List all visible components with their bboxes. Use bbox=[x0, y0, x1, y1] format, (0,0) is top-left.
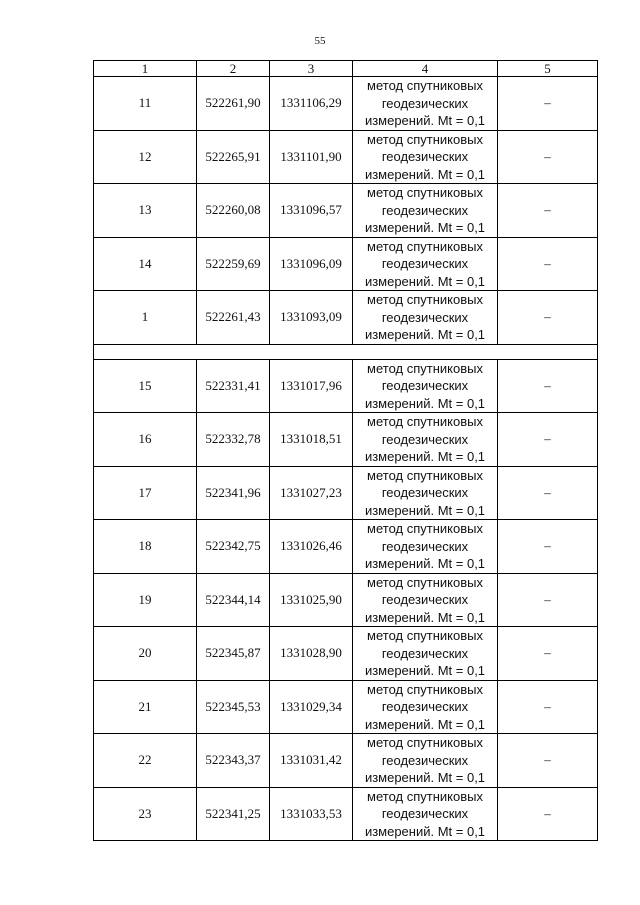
method-line: метод спутниковых bbox=[367, 292, 483, 307]
y-coordinate-cell: 1331033,53 bbox=[270, 787, 353, 841]
method-line: геодезических bbox=[381, 699, 469, 714]
method-line: геодезических bbox=[381, 256, 469, 271]
y-coordinate-cell: 1331029,34 bbox=[270, 680, 353, 734]
column-5-cell: – bbox=[498, 130, 598, 184]
point-number-cell: 15 bbox=[94, 359, 197, 413]
point-number-cell: 13 bbox=[94, 184, 197, 238]
method-line: измерений. Mt = 0,1 bbox=[364, 327, 486, 342]
method-cell bbox=[353, 573, 498, 627]
column-5-cell: – bbox=[498, 787, 598, 841]
y-coordinate-cell: 1331026,46 bbox=[270, 520, 353, 574]
point-number-cell: 21 bbox=[94, 680, 197, 734]
separator-cell bbox=[94, 344, 598, 359]
method-cell bbox=[353, 680, 498, 734]
method-line: измерений. Mt = 0,1 bbox=[364, 220, 486, 235]
method-line: метод спутниковых bbox=[367, 574, 483, 590]
table-row bbox=[94, 291, 598, 345]
method-line: геодезических bbox=[381, 752, 469, 768]
method-line: измерений. Mt = 0,1 bbox=[364, 449, 486, 464]
point-number-cell: 20 bbox=[94, 627, 197, 681]
method-line: метод спутниковых bbox=[367, 238, 483, 254]
x-coordinate-cell: 522343,37 bbox=[197, 734, 270, 788]
y-coordinate-cell: 1331093,09 bbox=[270, 291, 353, 345]
x-coordinate-cell: 522345,87 bbox=[197, 627, 270, 681]
method-cell bbox=[353, 466, 498, 520]
column-5-cell: – bbox=[498, 627, 598, 681]
method-line: геодезических bbox=[381, 592, 469, 607]
point-number-cell: 12 bbox=[94, 130, 197, 184]
separator-row bbox=[94, 344, 598, 359]
method-line: метод спутниковых bbox=[367, 360, 483, 376]
y-coordinate-cell: 1331018,51 bbox=[270, 413, 353, 467]
method-line: геодезических bbox=[381, 202, 469, 218]
method-cell bbox=[353, 734, 498, 788]
column-5-cell: – bbox=[498, 680, 598, 734]
x-coordinate-cell: 522344,14 bbox=[197, 573, 270, 627]
point-number-cell: 22 bbox=[94, 734, 197, 788]
y-coordinate-cell: 1331017,96 bbox=[270, 359, 353, 413]
point-number-cell: 1 bbox=[94, 291, 197, 345]
method-line: геодезических bbox=[381, 485, 469, 500]
method-line: измерений. Mt = 0,1 bbox=[364, 273, 486, 289]
method-line: метод спутниковых bbox=[367, 467, 483, 483]
column-5-cell: – bbox=[498, 359, 598, 413]
method-line: геодезических bbox=[381, 95, 469, 111]
x-coordinate-cell: 522342,75 bbox=[197, 520, 270, 574]
y-coordinate-cell: 1331096,57 bbox=[270, 184, 353, 238]
table-row bbox=[94, 520, 598, 574]
x-coordinate-cell: 522261,43 bbox=[197, 291, 270, 345]
x-coordinate-cell: 522341,25 bbox=[197, 787, 270, 841]
page-number: 55 bbox=[314, 35, 326, 47]
point-number-cell: 23 bbox=[94, 787, 197, 841]
method-cell bbox=[353, 291, 498, 345]
method-line: геодезических bbox=[381, 309, 469, 325]
x-coordinate-cell: 522345,53 bbox=[197, 680, 270, 734]
method-cell bbox=[353, 130, 498, 184]
method-line: геодезических bbox=[381, 645, 469, 661]
table-row bbox=[94, 680, 598, 734]
method-line: измерений. Mt = 0,1 bbox=[364, 166, 486, 182]
column-5-cell: – bbox=[498, 520, 598, 574]
point-number-cell: 18 bbox=[94, 520, 197, 574]
table-row bbox=[94, 184, 598, 238]
table-row bbox=[94, 787, 598, 841]
method-line: измерений. Mt = 0,1 bbox=[364, 395, 486, 411]
y-coordinate-cell: 1331028,90 bbox=[270, 627, 353, 681]
method-cell bbox=[353, 184, 498, 238]
method-line: геодезических bbox=[381, 378, 469, 393]
column-5-cell: – bbox=[498, 291, 598, 345]
x-coordinate-cell: 522265,91 bbox=[197, 130, 270, 184]
table-row bbox=[94, 627, 598, 681]
header-col-4: 4 bbox=[353, 61, 498, 77]
x-coordinate-cell: 522332,78 bbox=[197, 413, 270, 467]
x-coordinate-cell: 522259,69 bbox=[197, 237, 270, 291]
method-line: метод спутниковых bbox=[367, 788, 483, 804]
column-5-cell: – bbox=[498, 466, 598, 520]
header-col-3: 3 bbox=[270, 61, 353, 77]
method-line: измерений. Mt = 0,1 bbox=[364, 770, 486, 785]
table-row bbox=[94, 77, 598, 131]
method-cell bbox=[353, 520, 498, 574]
column-5-cell: – bbox=[498, 237, 598, 291]
table-body bbox=[94, 77, 598, 841]
method-line: измерений. Mt = 0,1 bbox=[364, 716, 486, 732]
method-line: измерений. Mt = 0,1 bbox=[364, 113, 486, 128]
method-line: геодезических bbox=[381, 538, 469, 554]
method-line: метод спутниковых bbox=[367, 131, 483, 147]
column-5-cell: – bbox=[498, 77, 598, 131]
method-cell bbox=[353, 627, 498, 681]
x-coordinate-cell: 522261,90 bbox=[197, 77, 270, 131]
table-row bbox=[94, 413, 598, 467]
method-line: измерений. Mt = 0,1 bbox=[364, 609, 486, 625]
table-row bbox=[94, 734, 598, 788]
coordinates-table bbox=[93, 60, 598, 841]
method-line: метод спутниковых bbox=[367, 681, 483, 697]
y-coordinate-cell: 1331027,23 bbox=[270, 466, 353, 520]
column-5-cell: – bbox=[498, 184, 598, 238]
method-line: метод спутниковых bbox=[367, 521, 483, 536]
table-row bbox=[94, 466, 598, 520]
y-coordinate-cell: 1331031,42 bbox=[270, 734, 353, 788]
point-number-cell: 19 bbox=[94, 573, 197, 627]
method-line: метод спутниковых bbox=[367, 78, 483, 93]
method-line: метод спутниковых bbox=[367, 414, 483, 429]
method-line: измерений. Mt = 0,1 bbox=[364, 663, 486, 678]
header-col-5: 5 bbox=[498, 61, 598, 77]
column-5-cell: – bbox=[498, 734, 598, 788]
method-line: геодезических bbox=[381, 806, 469, 821]
method-line: метод спутниковых bbox=[367, 628, 483, 643]
header-col-2: 2 bbox=[197, 61, 270, 77]
x-coordinate-cell: 522331,41 bbox=[197, 359, 270, 413]
method-line: измерений. Mt = 0,1 bbox=[364, 502, 486, 518]
table-row bbox=[94, 237, 598, 291]
method-cell bbox=[353, 359, 498, 413]
method-line: метод спутниковых bbox=[367, 185, 483, 200]
method-cell bbox=[353, 413, 498, 467]
point-number-cell: 17 bbox=[94, 466, 197, 520]
method-line: измерений. Mt = 0,1 bbox=[364, 556, 486, 571]
column-5-cell: – bbox=[498, 573, 598, 627]
header-col-1: 1 bbox=[94, 61, 197, 77]
method-cell bbox=[353, 77, 498, 131]
y-coordinate-cell: 1331025,90 bbox=[270, 573, 353, 627]
x-coordinate-cell: 522260,08 bbox=[197, 184, 270, 238]
method-line: геодезических bbox=[381, 431, 469, 447]
y-coordinate-cell: 1331106,29 bbox=[270, 77, 353, 131]
table-row bbox=[94, 130, 598, 184]
point-number-cell: 16 bbox=[94, 413, 197, 467]
method-line: геодезических bbox=[381, 149, 469, 164]
x-coordinate-cell: 522341,96 bbox=[197, 466, 270, 520]
table-row bbox=[94, 359, 598, 413]
point-number-cell: 11 bbox=[94, 77, 197, 131]
method-line: метод спутниковых bbox=[367, 735, 483, 750]
header-row bbox=[94, 61, 598, 77]
method-cell bbox=[353, 787, 498, 841]
method-line: измерений. Mt = 0,1 bbox=[364, 823, 486, 839]
y-coordinate-cell: 1331101,90 bbox=[270, 130, 353, 184]
column-5-cell: – bbox=[498, 413, 598, 467]
table-row bbox=[94, 573, 598, 627]
y-coordinate-cell: 1331096,09 bbox=[270, 237, 353, 291]
method-cell bbox=[353, 237, 498, 291]
point-number-cell: 14 bbox=[94, 237, 197, 291]
